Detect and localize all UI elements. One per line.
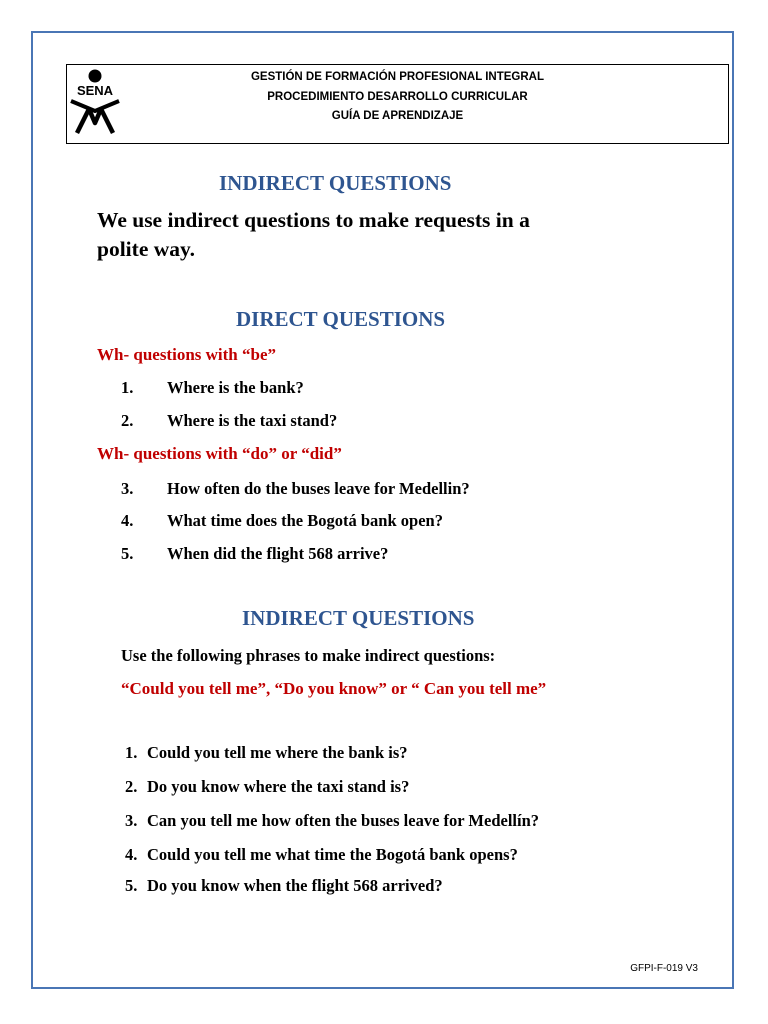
- list-number: 4.: [121, 511, 134, 530]
- question-text: What time does the Bogotá bank open?: [167, 511, 443, 530]
- question-text: How often do the buses leave for Medellin?: [167, 479, 470, 498]
- question-text: Could you tell me what time the Bogotá bank opens?: [147, 845, 518, 864]
- group-heading-be: Wh- questions with “be”: [97, 345, 277, 364]
- header-line-2: PROCEDIMIENTO DESARROLLO CURRICULAR: [267, 90, 528, 103]
- question-text: Can you tell me how often the buses leave for Medellín?: [147, 811, 539, 830]
- instruction-text: Use the following phrases to make indirect questions:: [121, 646, 496, 665]
- question-text: When did the flight 568 arrive?: [167, 544, 389, 563]
- list-number: 1.: [121, 378, 134, 397]
- question-text: Do you know when the flight 568 arrived?: [147, 876, 443, 895]
- phrases-text: “Could you tell me”, “Do you know” or “ Can you tell me”: [121, 679, 547, 698]
- question-text: Could you tell me where the bank is?: [147, 743, 408, 762]
- list-number: 3.: [121, 479, 134, 498]
- question-text: Where is the taxi stand?: [167, 411, 338, 430]
- title-indirect-questions: INDIRECT QUESTIONS: [219, 171, 452, 195]
- list-number: 3.: [125, 811, 138, 830]
- list-number: 4.: [125, 845, 138, 864]
- header-titles: [67, 68, 728, 127]
- list-number: 2.: [121, 411, 134, 430]
- logo-text: SENA: [76, 83, 114, 98]
- title-direct-questions: DIRECT QUESTIONS: [236, 307, 446, 331]
- question-text: Where is the bank?: [167, 378, 304, 397]
- header-line-1: GESTIÓN DE FORMACIÓN PROFESIONAL INTEGRAL: [250, 71, 545, 83]
- list-number: 5.: [121, 544, 134, 563]
- intro-line-2: polite way.: [97, 237, 195, 261]
- intro-paragraph: [97, 206, 530, 264]
- list-number: 2.: [125, 777, 138, 796]
- intro-line-1: We use indirect questions to make requests in a: [97, 208, 530, 232]
- list-number: 1.: [125, 743, 138, 762]
- header-line-3: GUÍA DE APRENDIZAJE: [331, 110, 464, 122]
- group-heading-do-did: Wh- questions with “do” or “did”: [97, 444, 342, 463]
- document-header: [66, 64, 729, 144]
- footer-code: GFPI-F-019 V3: [630, 963, 698, 974]
- question-text: Do you know where the taxi stand is?: [147, 777, 410, 796]
- title-indirect-questions-2: INDIRECT QUESTIONS: [242, 606, 475, 630]
- list-number: 5.: [125, 876, 138, 895]
